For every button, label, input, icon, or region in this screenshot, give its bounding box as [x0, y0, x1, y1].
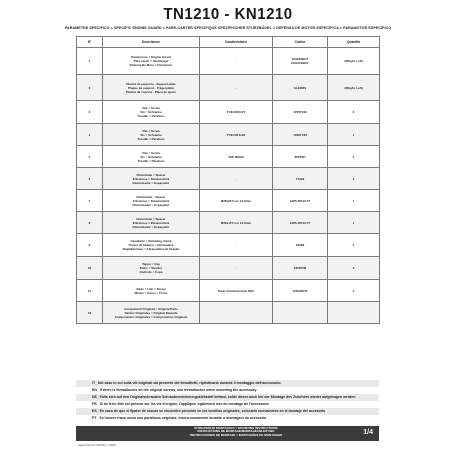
description-line: Entretoise = Distanzstück — [132, 198, 170, 203]
row-code — [273, 190, 328, 212]
row-code — [273, 280, 328, 302]
table-row — [77, 234, 380, 257]
row-number: 9 — [77, 234, 103, 257]
description-line: Piche = Stecker — [139, 266, 163, 270]
table-row — [77, 280, 380, 302]
description-line: Distanziale = Spacer — [136, 216, 166, 221]
description-line: Tornillo = Parafuso — [137, 136, 165, 141]
code-line: 1060TCEI — [293, 132, 307, 137]
row-quantity: 2(Right, Left) — [328, 75, 380, 101]
row-code — [273, 257, 328, 280]
note-es: ES_ En caso de que el fijador de roscas se encuentre presente en los tornillos originales, colocarlo nuevamente en el montaje del accesorio — [76, 408, 379, 415]
row-code — [273, 212, 328, 234]
table-row — [77, 101, 380, 124]
table-header-row — [77, 37, 380, 48]
row-characteristics: TCEI M10x70 — [200, 101, 273, 124]
row-code — [273, 234, 328, 257]
description-line: Vis = Schraube — [140, 132, 162, 137]
row-number: 6 — [77, 168, 103, 190]
table-row — [77, 168, 380, 190]
description-line: Distanciador = Espaçador — [132, 202, 170, 207]
row-quantity: 1 — [328, 124, 380, 146]
row-code — [273, 302, 328, 324]
row-characteristics: - — [200, 257, 273, 280]
description-line: Parties Originales = Original Bauteile — [124, 310, 178, 315]
note-fr: FR_ Si de frein filet est présent sur les vis d'origine, l'appliquer également lors du montage de l'accessoire — [92, 402, 269, 406]
description-line: Componentes Originales = Componentes Originais — [114, 314, 188, 319]
code-line: 1285.15F10.5T — [289, 220, 311, 225]
page-title: TN1210 - KN1210 — [163, 5, 293, 24]
row-description — [103, 146, 200, 168]
row-characteristics: TCEI M10x60 — [200, 124, 273, 146]
page-subtitle: PARAMETRE SPECIFICO = SPECIFIC ENGINE GUARD = PARE-CARTER SPECIFIQUE SPEZIFISCHER STURZBÜGEL = DEFENSA DE MOTOR ESPECÍFICA = PARAMOTOR ESPECÍFICO — [64, 26, 392, 30]
footer-line: ISTRUZIONI DI MONTAGGIO = MOUNTING INSTRUCTIONS — [194, 426, 278, 430]
description-line: Vis = Schraube — [140, 154, 162, 159]
footer-revision: Aggiornamento 02/2023 n.16625 — [78, 444, 116, 447]
row-code — [273, 101, 328, 124]
description-line: Cavallotto = Retaining clamp — [130, 239, 172, 243]
note-de: DE_ Falls sich auf den Originalschrauben Schraubensicherungsklebstoff befand, sollte dieser auch bei der Montage des Zubehörs wieder aufgetragen werden — [76, 394, 379, 401]
row-code — [273, 48, 328, 75]
row-characteristics: - — [200, 234, 273, 257]
header-characteristics: Caratteristiche — [200, 37, 273, 48]
row-characteristics: TSP M8x50 — [200, 146, 273, 168]
row-quantity: 2 — [328, 280, 380, 302]
row-characteristics: - — [200, 48, 273, 75]
row-number: 12 — [77, 302, 103, 324]
table-row — [77, 190, 380, 212]
row-characteristics: Dado Autobloccante M10 — [200, 280, 273, 302]
code-line: TN1210BDY — [291, 57, 309, 61]
description-line: Pletina de soporte - Placa de apoio — [126, 89, 176, 94]
code-line: Y1022 — [295, 176, 305, 181]
description-line: Tornillo = Parafuso — [137, 114, 165, 118]
description-line: Pontet de fixation = Abrazadera — [128, 243, 174, 247]
row-code — [273, 75, 328, 101]
footer-line: INSTRUCCIONES DE MONTAJE = INSTRUÇÕES DE MONTAGEM — [190, 432, 282, 437]
description-line: Entretoise = Distanzstück — [132, 176, 170, 181]
row-quantity: 2 — [328, 168, 380, 190]
note-it: IT_ Nel caso in cui sulla viti originali sia presente del frenafiletti, ripristinarlo durante il montaggio dell'accessorio. — [76, 380, 379, 387]
row-number: 11 — [77, 280, 103, 302]
description-line: Mutter = Sarsu = Porca — [134, 290, 168, 295]
description-line: Vis = Schraube — [140, 110, 162, 114]
note-pt: PT_ Se houver trava rosca nos parafusos originais, insera-novamente durante a montagem do acessório — [92, 416, 267, 420]
code-line: 235KPIN — [293, 266, 307, 270]
header-code: Codice — [273, 37, 328, 48]
row-description — [103, 168, 200, 190]
row-description — [103, 124, 200, 146]
description-line: Vite = Screw — [142, 106, 160, 110]
description-line: Piastra di supporto - Support plate — [126, 81, 176, 86]
description-line: Paramotore = Engine Guard — [131, 55, 171, 59]
row-quantity — [328, 302, 380, 324]
table-row — [77, 146, 380, 168]
footer-instructions — [166, 427, 306, 437]
row-quantity: 2(Right, Left) — [328, 48, 380, 75]
parts-table-body — [77, 48, 380, 324]
row-quantity: 4 — [328, 234, 380, 257]
description-line: Tornillo = Parafuso — [137, 158, 165, 163]
row-characteristics — [200, 302, 273, 324]
row-characteristics: Ø28x15 Foro 10.5mm — [200, 212, 273, 234]
row-number: 7 — [77, 190, 103, 212]
footer-bar — [76, 426, 379, 447]
note-en: EN_ If there is threadlocker on the original screws, use threadlocker when mounting the accessory. — [92, 388, 258, 392]
description-line: Distanciador = Espaçador — [132, 224, 170, 229]
row-description — [103, 212, 200, 234]
description-line: Tappo = Cap — [142, 262, 160, 266]
row-characteristics: - — [200, 168, 273, 190]
row-number: 8 — [77, 212, 103, 234]
code-line: KN1210BDY — [291, 61, 309, 65]
row-quantity: 1 — [328, 212, 380, 234]
row-characteristics: - — [200, 75, 273, 101]
row-number: 1 — [77, 48, 103, 75]
header-description: Descrizione — [103, 37, 200, 48]
row-number: 3 — [77, 101, 103, 124]
description-line: Vite = Screw — [142, 150, 160, 155]
code-line: GL2386V — [293, 85, 307, 90]
row-description — [103, 302, 200, 324]
row-quantity: 1 — [328, 190, 380, 212]
header-number: N° — [77, 37, 103, 48]
description-line: Vite = Screw — [142, 128, 160, 133]
row-code — [273, 168, 328, 190]
table-row — [77, 302, 380, 324]
code-line: Z2389 — [295, 243, 305, 247]
page-number: 1/4 — [363, 429, 373, 436]
row-description — [103, 75, 200, 101]
description-line: Distanziale = Spacer — [136, 194, 166, 199]
description-line: Distanciador = Espaçador — [132, 180, 170, 185]
description-line: Distanziale = Spacer — [136, 172, 166, 177]
code-line: 10DADIUS — [292, 288, 308, 293]
header-quantity: Quantità — [328, 37, 380, 48]
description-line: Defensa De Moto = Paramotor — [129, 63, 173, 67]
row-quantity: 4 — [328, 257, 380, 280]
table-row — [77, 124, 380, 146]
row-number: 2 — [77, 75, 103, 101]
table-row — [77, 257, 380, 280]
parts-table — [76, 36, 380, 324]
description-line: Bügelklemmer = Abraçadeira de fixação — [122, 247, 180, 251]
table-row — [77, 212, 380, 234]
row-code — [273, 146, 328, 168]
row-quantity: 4 — [328, 146, 380, 168]
row-description — [103, 48, 200, 75]
row-code — [273, 124, 328, 146]
row-number: 10 — [77, 257, 103, 280]
row-number: 5 — [77, 146, 103, 168]
row-characteristics: Ø28x25 Foro 10.5mm — [200, 190, 273, 212]
threadlocker-notes — [76, 380, 379, 422]
code-line: 850TSP — [294, 154, 306, 159]
code-line: 1285.25F10.5T — [289, 198, 311, 203]
description-line: Componenti Originali = Original Parts — [124, 306, 178, 311]
description-line: Onchofe = Copa — [139, 270, 163, 274]
row-description — [103, 234, 200, 257]
table-row — [77, 48, 380, 75]
row-quantity: 3 — [328, 101, 380, 124]
footer-line: INSTRUCTIONS DE MONTAGE/MONTAGEANLEITUNG — [197, 429, 275, 434]
row-description — [103, 257, 200, 280]
description-line: Entretoise = Distanzstück — [132, 220, 170, 225]
table-row — [77, 75, 380, 101]
row-description — [103, 190, 200, 212]
row-number: 4 — [77, 124, 103, 146]
row-description — [103, 101, 200, 124]
description-line: Pare-carter = Sturzbügel — [133, 59, 169, 63]
description-line: Dado = Unit = Screw — [136, 286, 166, 291]
description-line: Plaque de support - Trägerplatte — [127, 85, 174, 90]
code-line: 1070TCEI — [293, 110, 307, 114]
row-description — [103, 280, 200, 302]
